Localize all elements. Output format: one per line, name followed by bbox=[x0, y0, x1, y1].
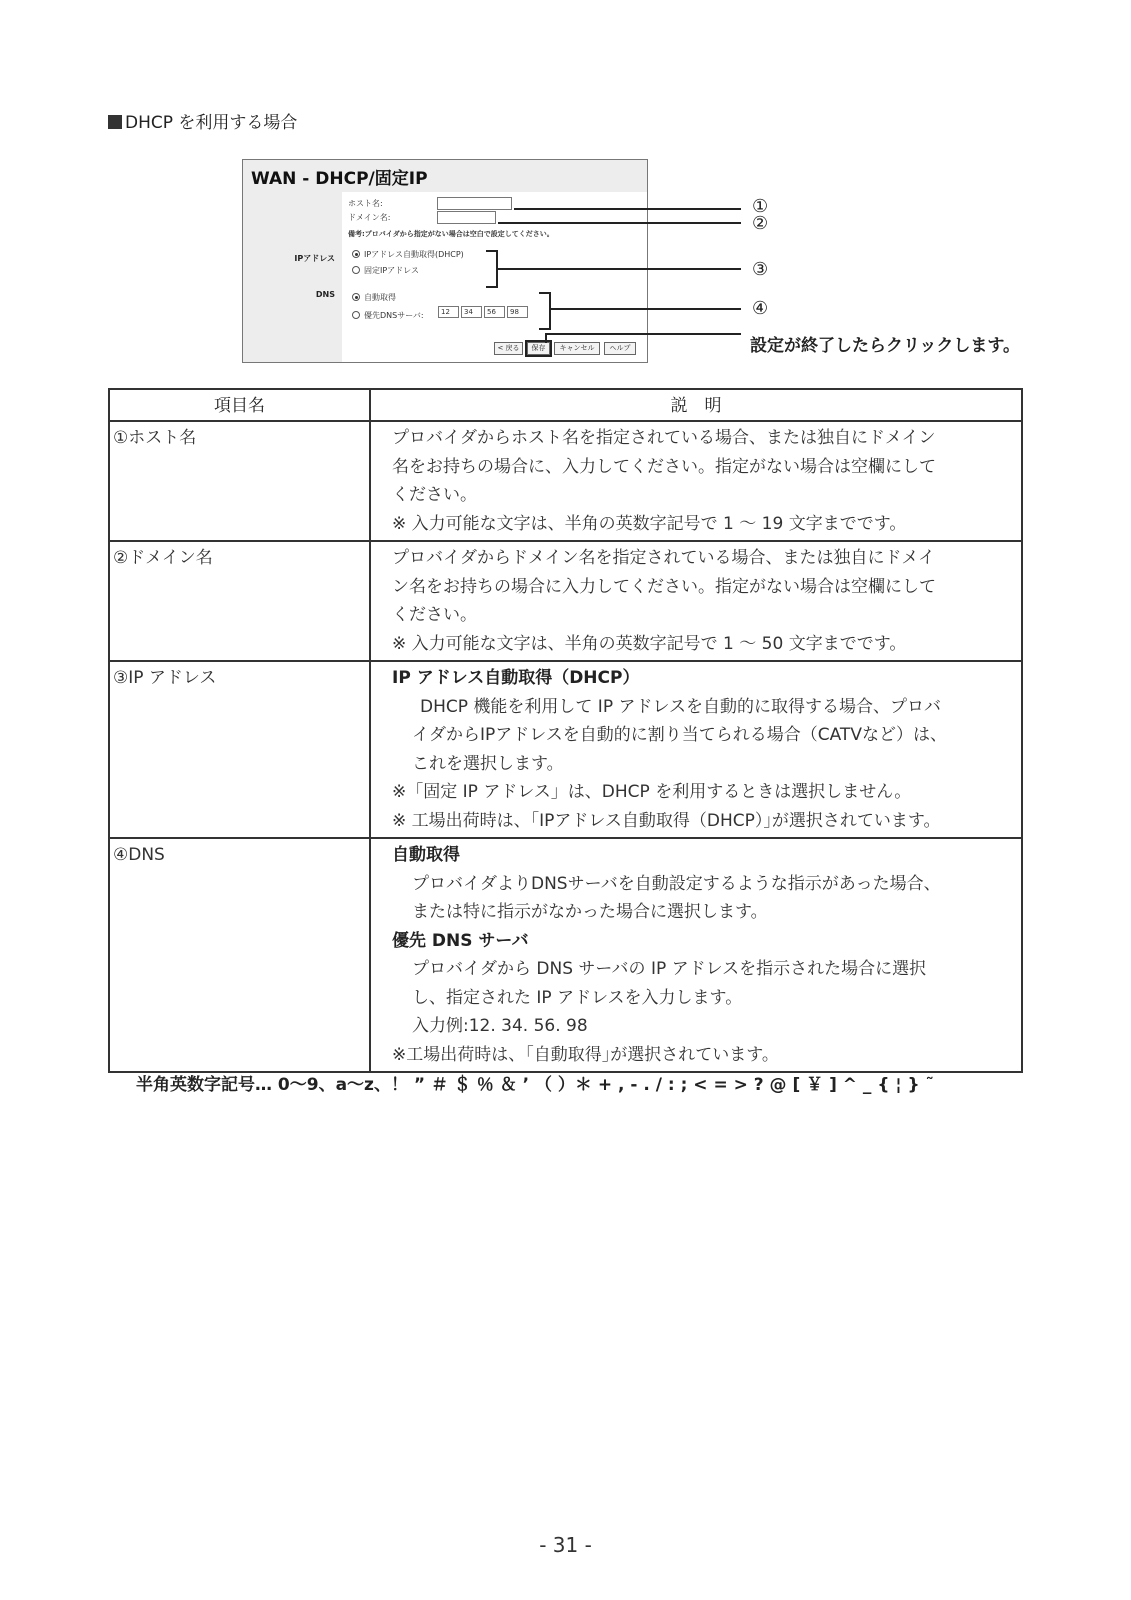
callout-bracket-4 bbox=[539, 292, 551, 330]
panel-note: 備考:プロバイダから指定がない場合は空白で設定してください。 bbox=[348, 230, 554, 238]
ip-radio-dhcp-label: IPアドレス自動取得(DHCP) bbox=[364, 250, 464, 259]
table-row bbox=[109, 661, 1022, 838]
row-ip-name: ③IP アドレス bbox=[109, 661, 370, 838]
callout-number-2: ② bbox=[752, 213, 769, 234]
table-row bbox=[109, 421, 1022, 541]
radio-empty-icon bbox=[352, 311, 360, 319]
row-host-name: ①ホスト名 bbox=[109, 421, 370, 541]
cancel-button[interactable]: キャンセル bbox=[554, 342, 600, 355]
desc-line: プロバイダからドメイン名を指定されている場合、または独自にドメイ bbox=[392, 548, 935, 568]
host-input[interactable] bbox=[437, 197, 512, 210]
desc-line: ください。 bbox=[392, 605, 477, 625]
header-item-name: 項目名 bbox=[109, 389, 370, 421]
callout-line-save bbox=[545, 333, 741, 335]
desc-heading: 自動取得 bbox=[392, 845, 460, 865]
callout-line-save-stub bbox=[545, 333, 547, 343]
desc-line: ください。 bbox=[392, 485, 477, 505]
row-dns-name: ④DNS bbox=[109, 838, 370, 1072]
page-number: - 31 - bbox=[539, 1533, 592, 1557]
dns-radio-auto[interactable] bbox=[352, 292, 396, 303]
desc-note: ※ 入力可能な文字は、半角の英数字記号で 1 ～ 50 文字までです。 bbox=[392, 633, 907, 654]
save-button[interactable]: 保存 bbox=[527, 342, 550, 355]
dns-octet-1[interactable]: 12 bbox=[438, 306, 459, 318]
radio-selected-icon bbox=[352, 293, 360, 301]
dns-octet-2[interactable]: 34 bbox=[461, 306, 482, 318]
section-title-text: DHCP を利用する場合 bbox=[125, 113, 298, 133]
desc-line: ン名をお持ちの場合に入力してください。指定がない場合は空欄にして bbox=[392, 576, 936, 597]
callout-number-4: ④ bbox=[752, 298, 769, 319]
desc-line: し、指定された IP アドレスを入力します。 bbox=[412, 987, 743, 1008]
ip-side-label: IPアドレス bbox=[294, 254, 335, 263]
row-ip-desc bbox=[370, 661, 1022, 838]
dns-radio-preferred[interactable] bbox=[352, 310, 424, 321]
desc-note: ※ 入力可能な文字は、半角の英数字記号で 1 ～ 19 文字までです。 bbox=[392, 513, 907, 534]
panel-title: WAN - DHCP/固定IP bbox=[251, 169, 428, 189]
row-domain-desc bbox=[370, 541, 1022, 661]
desc-line: DHCP 機能を利用して IP アドレスを自動的に取得する場合、プロバ bbox=[420, 696, 941, 717]
desc-line: プロバイダからホスト名を指定されている場合、または独自にドメイン bbox=[392, 428, 936, 448]
host-label: ホスト名: bbox=[348, 199, 383, 208]
row-domain-name: ②ドメイン名 bbox=[109, 541, 370, 661]
domain-input[interactable] bbox=[437, 211, 496, 224]
ip-radio-fixed[interactable] bbox=[352, 265, 419, 276]
allowed-characters-text: 半角英数字記号… 0～9、a～z、！ ” ＃ ＄ ％ ＆ ’ （ ）＊ + , - . / : ; < = > ? @ [ ￥ ] ^ _ { ¦ } ˜ bbox=[136, 1075, 935, 1095]
desc-line: これを選択します。 bbox=[412, 753, 564, 774]
table-row bbox=[109, 838, 1022, 1072]
callout-number-1: ① bbox=[752, 196, 769, 217]
desc-heading: 優先 DNS サーバ bbox=[392, 930, 529, 951]
ip-radio-fixed-label: 固定IPアドレス bbox=[364, 266, 419, 275]
row-dns-desc bbox=[370, 838, 1022, 1072]
table-header-row bbox=[109, 389, 1022, 421]
callout-line-2 bbox=[498, 222, 741, 224]
dns-octet-4[interactable]: 98 bbox=[507, 306, 528, 318]
radio-selected-icon bbox=[352, 250, 360, 258]
desc-note: ※ 工場出荷時は、｢IPアドレス自動取得（DHCP）｣が選択されています。 bbox=[392, 810, 941, 831]
dns-radio-preferred-label: 優先DNSサーバ: bbox=[364, 311, 424, 320]
desc-line: プロバイダから DNS サーバの IP アドレスを指示された場合に選択 bbox=[412, 959, 927, 979]
ip-radio-dhcp[interactable] bbox=[352, 249, 464, 260]
help-button[interactable]: ヘルプ bbox=[604, 342, 636, 355]
settings-description-table bbox=[108, 388, 1023, 1073]
callout-line-3 bbox=[497, 268, 741, 270]
callout-line-1 bbox=[514, 208, 741, 210]
desc-line: プロバイダよりDNSサーバを自動設定するような指示があった場合、 bbox=[412, 873, 941, 894]
row-host-desc bbox=[370, 421, 1022, 541]
dns-radio-auto-label: 自動取得 bbox=[364, 293, 396, 302]
desc-line: イダからIPアドレスを自動的に割り当てられる場合（CATVなど）は、 bbox=[412, 725, 947, 745]
desc-line: 名をお持ちの場合に、入力してください。指定がない場合は空欄にして bbox=[392, 456, 936, 477]
allowed-characters-note bbox=[136, 1070, 934, 1095]
save-callout-note: 設定が終了したらクリックします。 bbox=[750, 336, 1020, 356]
domain-label: ドメイン名: bbox=[348, 213, 391, 222]
radio-empty-icon bbox=[352, 266, 360, 274]
section-title bbox=[108, 108, 297, 133]
header-description: 説 明 bbox=[370, 389, 1022, 421]
callout-line-4 bbox=[550, 308, 741, 310]
desc-heading: IP アドレス自動取得（DHCP） bbox=[392, 668, 640, 688]
desc-note: ※「固定 IP アドレス」は、DHCP を利用するときは選択しません。 bbox=[392, 782, 912, 802]
desc-line: 入力例:12. 34. 56. 98 bbox=[412, 1016, 588, 1036]
dns-side-label: DNS bbox=[315, 290, 335, 299]
callout-number-3: ③ bbox=[752, 259, 769, 280]
table-row bbox=[109, 541, 1022, 661]
desc-note: ※工場出荷時は、｢自動取得｣が選択されています。 bbox=[392, 1044, 779, 1065]
back-button[interactable]: < 戻る bbox=[494, 342, 523, 355]
desc-line: または特に指示がなかった場合に選択します。 bbox=[412, 902, 768, 922]
dns-octet-3[interactable]: 56 bbox=[484, 306, 505, 318]
square-bullet-icon bbox=[108, 115, 122, 129]
